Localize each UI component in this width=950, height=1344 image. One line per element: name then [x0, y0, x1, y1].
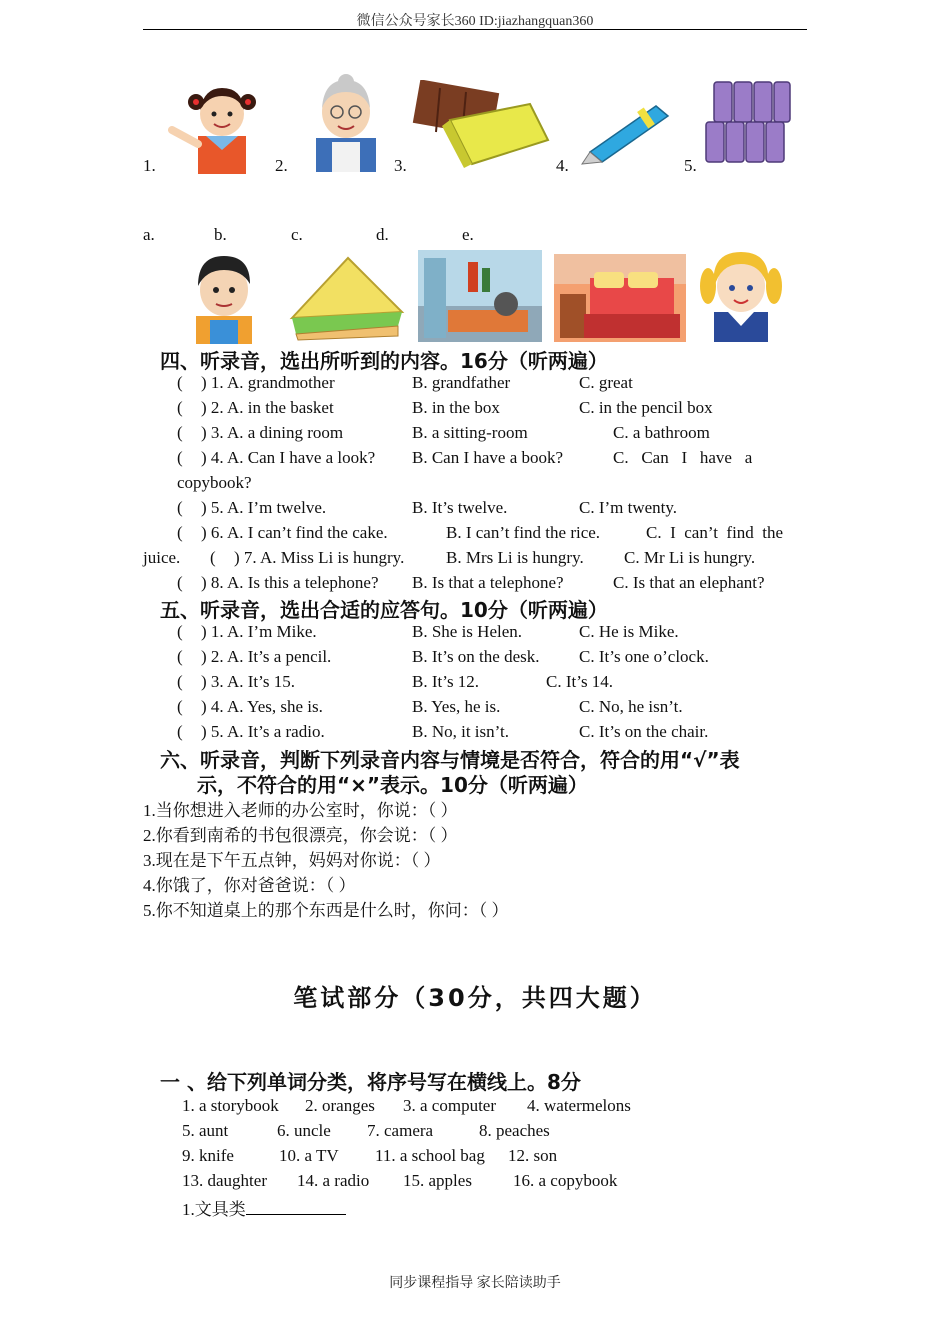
answer-line-stationery[interactable]: [182, 1195, 346, 1220]
section-6-title-line-2: 示，不符合的用“×”表示。10分（听两遍）: [197, 773, 588, 797]
chocolate-image: [410, 80, 552, 172]
bedroom-image: [554, 254, 686, 342]
picture-label-3: 3.: [394, 156, 407, 175]
picture-label-2: 2.: [275, 156, 288, 175]
answer-blank[interactable]: [246, 1198, 346, 1215]
header-rule: [143, 29, 807, 30]
pen-image: [576, 98, 672, 166]
picture-label-4: 4.: [556, 156, 569, 175]
part-1-title: 一 、给下列单词分类，将序号写在横线上。8分: [160, 1070, 581, 1094]
section-6-item-2: 2.你看到南希的书包很漂亮，你会说：（ ）: [143, 826, 458, 845]
cans-image: [702, 74, 798, 170]
picture-label-d: d.: [376, 225, 389, 244]
section-6-item-5: 5.你不知道桌上的那个东西是什么时，你问：（ ）: [143, 901, 509, 920]
picture-label-e: e.: [462, 225, 474, 244]
grandmother-image: [296, 72, 396, 172]
picture-label-a: a.: [143, 225, 155, 244]
boy-image: [184, 250, 264, 344]
picture-label-b: b.: [214, 225, 227, 244]
picture-label-1: 1.: [143, 156, 156, 175]
girl-pointing-image: [158, 78, 270, 174]
answer-label: 1.文具类: [182, 1200, 246, 1219]
page-header: 微信公众号家长360 ID:jiazhangquan360: [356, 14, 594, 29]
section-6-item-4: 4.你饿了，你对爸爸说：（ ）: [143, 876, 356, 895]
section-5-title: 五、听录音，选出合适的应答句。10分（听两遍）: [160, 598, 608, 622]
girl-image: [694, 246, 788, 342]
written-part-title: 笔试部分（30分，共四大题）: [293, 984, 657, 1012]
picture-label-c: c.: [291, 225, 303, 244]
kitchen-image: [418, 250, 542, 342]
page-footer: 同步课程指导 家长陪读助手: [389, 1276, 561, 1291]
section-6-item-3: 3.现在是下午五点钟，妈妈对你说：（ ）: [143, 851, 441, 870]
section-4-title: 四、听录音，选出所听到的内容。16分（听两遍）: [160, 349, 608, 373]
picture-label-5: 5.: [684, 156, 697, 175]
section-6-title-line-1: 六、听录音，判断下列录音内容与情境是否符合，符合的用“√”表: [160, 748, 740, 772]
sandwich-image: [288, 252, 406, 342]
section-6-item-1: 1.当你想进入老师的办公室时，你说：（ ）: [143, 801, 458, 820]
